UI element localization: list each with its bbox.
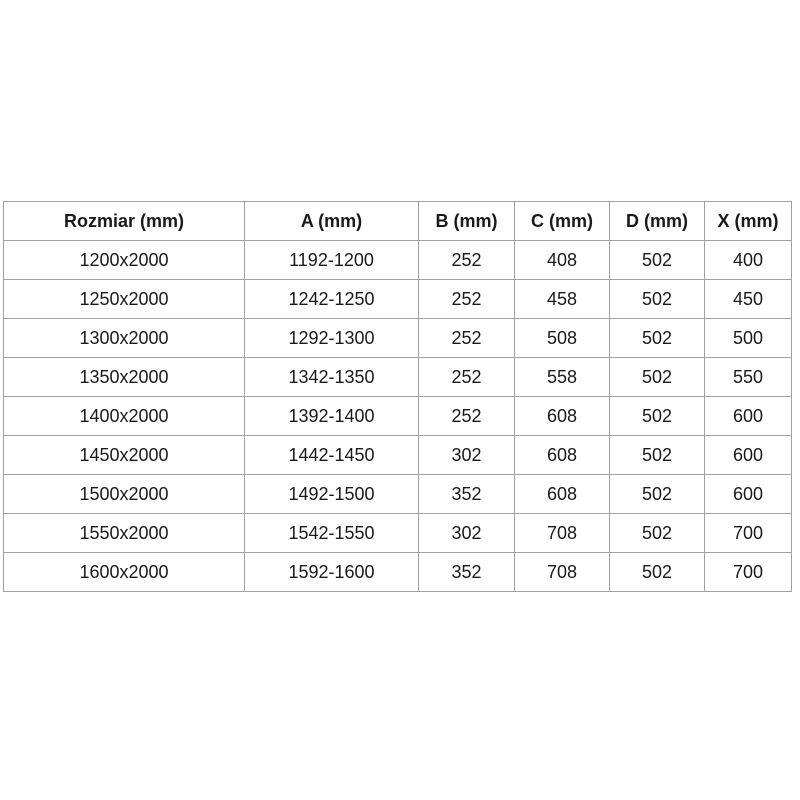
table-cell: 252 xyxy=(419,241,515,280)
table-cell: 608 xyxy=(515,436,610,475)
table-cell: 708 xyxy=(515,514,610,553)
table-cell: 1192-1200 xyxy=(245,241,419,280)
table-cell: 1350x2000 xyxy=(4,358,245,397)
table-row xyxy=(4,319,792,358)
table-cell: 302 xyxy=(419,514,515,553)
table-cell: 502 xyxy=(610,319,705,358)
table-cell: 600 xyxy=(705,475,792,514)
table-row xyxy=(4,514,792,553)
table-cell: 352 xyxy=(419,553,515,592)
table-row xyxy=(4,475,792,514)
table-cell: 1392-1400 xyxy=(245,397,419,436)
table-cell: 352 xyxy=(419,475,515,514)
table-cell: 502 xyxy=(610,514,705,553)
table-cell: 400 xyxy=(705,241,792,280)
table-cell: 1250x2000 xyxy=(4,280,245,319)
size-table-container xyxy=(3,201,791,592)
table-cell: 1492-1500 xyxy=(245,475,419,514)
table-cell: 252 xyxy=(419,319,515,358)
table-cell: 1200x2000 xyxy=(4,241,245,280)
column-header-rozmiar: Rozmiar (mm) xyxy=(4,202,245,241)
table-row xyxy=(4,280,792,319)
table-cell: 450 xyxy=(705,280,792,319)
table-cell: 1600x2000 xyxy=(4,553,245,592)
table-row xyxy=(4,397,792,436)
table-cell: 700 xyxy=(705,514,792,553)
table-row xyxy=(4,241,792,280)
table-cell: 1292-1300 xyxy=(245,319,419,358)
table-cell: 502 xyxy=(610,358,705,397)
table-cell: 302 xyxy=(419,436,515,475)
column-header-b: B (mm) xyxy=(419,202,515,241)
table-cell: 502 xyxy=(610,436,705,475)
table-cell: 502 xyxy=(610,553,705,592)
table-cell: 608 xyxy=(515,397,610,436)
table-cell: 252 xyxy=(419,358,515,397)
table-cell: 408 xyxy=(515,241,610,280)
table-cell: 1242-1250 xyxy=(245,280,419,319)
table-cell: 1450x2000 xyxy=(4,436,245,475)
table-cell: 1592-1600 xyxy=(245,553,419,592)
table-cell: 708 xyxy=(515,553,610,592)
header-row xyxy=(4,202,792,241)
table-cell: 252 xyxy=(419,280,515,319)
table-cell: 508 xyxy=(515,319,610,358)
table-cell: 502 xyxy=(610,475,705,514)
table-cell: 550 xyxy=(705,358,792,397)
table-cell: 252 xyxy=(419,397,515,436)
size-table xyxy=(3,201,792,592)
table-cell: 1400x2000 xyxy=(4,397,245,436)
table-cell: 502 xyxy=(610,280,705,319)
table-cell: 1500x2000 xyxy=(4,475,245,514)
table-row xyxy=(4,436,792,475)
table-row xyxy=(4,553,792,592)
table-cell: 502 xyxy=(610,241,705,280)
table-cell: 600 xyxy=(705,436,792,475)
table-cell: 502 xyxy=(610,397,705,436)
column-header-x: X (mm) xyxy=(705,202,792,241)
table-cell: 600 xyxy=(705,397,792,436)
table-cell: 1442-1450 xyxy=(245,436,419,475)
table-cell: 700 xyxy=(705,553,792,592)
table-cell: 608 xyxy=(515,475,610,514)
column-header-c: C (mm) xyxy=(515,202,610,241)
table-cell: 1542-1550 xyxy=(245,514,419,553)
table-cell: 458 xyxy=(515,280,610,319)
table-cell: 1342-1350 xyxy=(245,358,419,397)
table-row xyxy=(4,358,792,397)
table-cell: 1550x2000 xyxy=(4,514,245,553)
table-cell: 1300x2000 xyxy=(4,319,245,358)
column-header-d: D (mm) xyxy=(610,202,705,241)
table-cell: 500 xyxy=(705,319,792,358)
table-cell: 558 xyxy=(515,358,610,397)
column-header-a: A (mm) xyxy=(245,202,419,241)
